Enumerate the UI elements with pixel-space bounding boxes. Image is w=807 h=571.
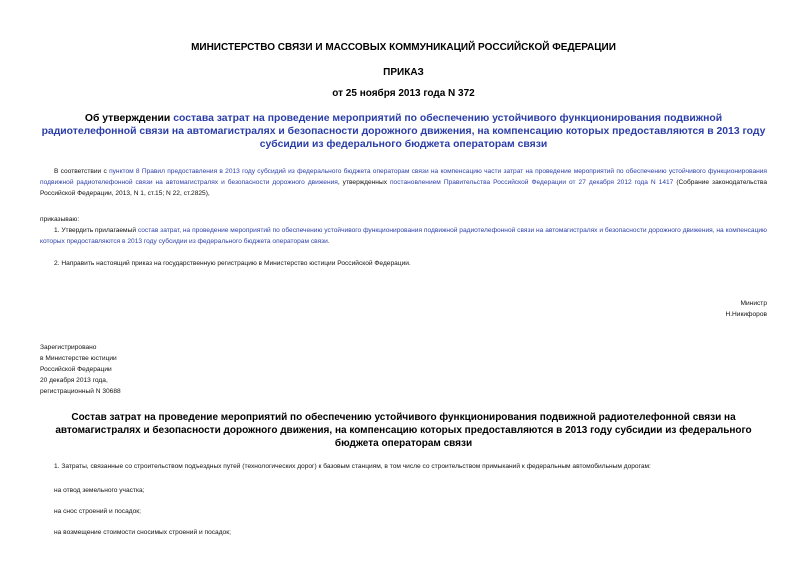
preamble-text-3: (Собрание законодательства Российской Федерации, 2013, N 1, ст.15; N 22, ст.2825), (40, 179, 767, 197)
preamble-text-2: , утвержденных (337, 179, 390, 186)
item-1-prefix: 1. Утвердить прилагаемый (54, 227, 138, 234)
composition-link[interactable]: состав затрат, на проведение мероприятий по обеспечению устойчивого функционирования подвижной радиотелефонной связи на автомагистралях и безопасности дорожного движения, на компенсацию которых предоставляются в 2013 году субсидии из федерального бюджета операторам связи (40, 227, 767, 245)
list-item: на снос строений и посадок; (54, 508, 141, 515)
registration-line: 20 декабря 2013 года, (40, 377, 108, 384)
order-item-1 (40, 225, 767, 247)
registration-line: регистрационный N 30688 (40, 388, 121, 395)
rules-link[interactable]: пунктом 8 Правил предоставления в 2013 году субсидий из федерального бюджета операторам связи на компенсацию части затрат на проведение мероприятий по обеспечению устойчивого функционирования подвижной радиотелефонной связи на автомагистралях и безопасности дорожного движения (40, 168, 768, 186)
ministry-heading: МИНИСТЕРСТВО СВЯЗИ И МАССОВЫХ КОММУНИКАЦИЙ РОССИЙСКОЙ ФЕДЕРАЦИИ (191, 42, 616, 53)
item-1-suffix: . (327, 238, 330, 245)
composition-title: Состав затрат на проведение мероприятий по обеспечению устойчивого функционирования подвижной радиотелефонной связи на автомагистралях и безопасности дорожного движения, на компенсацию которых предоставляются в 2013 году субсидии из федерального бюджета операторам связи (55, 412, 752, 449)
preamble-paragraph (40, 166, 767, 199)
list-item: на отвод земельного участка; (54, 487, 145, 494)
composition-intro: 1. Затраты, связанные со строительством подъездных путей (технологических дорог) к базовым станциям, в том числе со строительством примыканий к федеральным автомобильным дорогам: (54, 463, 651, 470)
signature-name: Н.Никифоров (725, 311, 767, 318)
signature-block (725, 298, 767, 320)
document-title (40, 112, 767, 151)
title-link[interactable]: состава затрат на проведение мероприятий по обеспечению устойчивого функционирования подвижной радиотелефонной связи на автомагистралях и безопасности дорожного движения, на компенсацию которых предоставляются в 2013 году субсидии из федерального бюджета операторам связи (41, 113, 766, 150)
title-prefix: Об утверждении (84, 113, 174, 124)
order-date: от 25 ноября 2013 года N 372 (332, 88, 475, 99)
registration-line: в Министерстве юстиции (40, 355, 117, 362)
decree-word: приказываю: (40, 216, 80, 223)
order-item-2: 2. Направить настоящий приказ на государственную регистрацию в Министерство юстиции Российской Федерации. (54, 260, 411, 267)
preamble-text-1: В соответствии с (54, 168, 110, 175)
signature-position: Министр (740, 300, 767, 307)
registration-line: Зарегистрировано (40, 344, 97, 351)
order-label: ПРИКАЗ (383, 67, 424, 78)
registration-block (40, 342, 121, 397)
registration-line: Российской Федерации (40, 366, 112, 373)
government-decree-link[interactable]: постановлением Правительства Российской Федерации от 27 декабря 2012 года N 1417 (389, 179, 674, 186)
list-item: на возмещение стоимости сносимых строений и посадок; (54, 529, 231, 536)
